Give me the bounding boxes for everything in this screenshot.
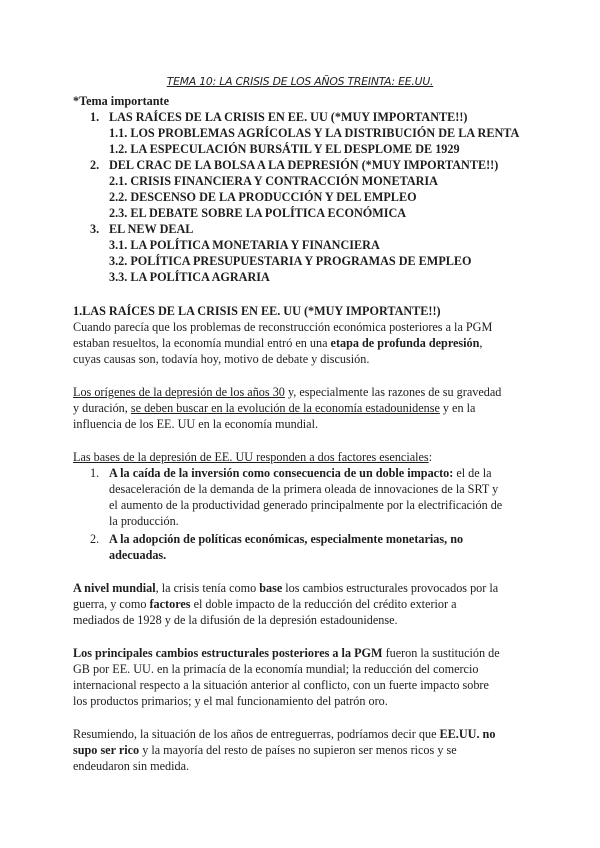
toc-subitem-1-1: 1.1. LOS PROBLEMAS AGRÍCOLAS Y LA DISTRIBUCIÓN DE LA RENTA [109, 126, 520, 140]
list-item-1-line-2: desaceleración de la demanda de la primera oleada de innovaciones de la SRT y [109, 482, 499, 496]
list-item-1-line-4: la producción. [109, 514, 179, 528]
text-run: Resumiendo, la situación de los años de entreguerras, podríamos decir que [73, 727, 440, 741]
list-item-1-line-3: el aumento de la productividad generado principalmente por la electrificación de [109, 498, 503, 512]
bold-text-run: EE.UU. no [439, 727, 496, 741]
toc-number-1: 1. [90, 110, 100, 124]
toc-subitem-3-2: 3.2. POLÍTICA PRESUPUESTARIA Y PROGRAMAS DE EMPLEO [109, 254, 472, 268]
toc-item-3: EL NEW DEAL [109, 222, 194, 236]
text-run: el de la [453, 466, 492, 480]
paragraph-2-line-2 [73, 400, 475, 416]
toc-subitem-3-3: 3.3. LA POLÍTICA AGRARIA [109, 270, 270, 284]
text-run: , la crisis tenía como [155, 581, 260, 595]
bold-text-run: base [259, 581, 283, 595]
toc-subitem-1-2: 1.2. LA ESPECULACIÓN BURSÁTIL Y EL DESPLOME DE 1929 [109, 142, 460, 156]
paragraph-4-line-1 [73, 580, 498, 596]
text-run: : [428, 450, 433, 464]
section-heading: 1.LAS RAÍCES DE LA CRISIS EN EE. UU (*MUY IMPORTANTE!!) [73, 304, 441, 318]
toc-subitem-2-3: 2.3. EL DEBATE SOBRE LA POLÍTICA ECONÓMICA [109, 206, 407, 220]
bold-text-run: Los principales cambios estructurales posteriores a la PGM [73, 646, 383, 660]
paragraph-3-intro [73, 449, 432, 465]
paragraph-4-line-3: mediados de 1928 y de la difusión de la depresión estadounidense. [73, 613, 398, 627]
list-number-1: 1. [90, 466, 100, 480]
toc-subitem-2-1: 2.1. CRISIS FINANCIERA Y CONTRACCIÓN MONETARIA [109, 174, 438, 188]
bold-text-run: etapa de profunda depresión [330, 336, 480, 350]
bold-text-run: A la caída de la inversión como consecuencia de un doble impacto: [109, 466, 454, 480]
text-run: , [479, 336, 483, 350]
list-number-2: 2. [90, 532, 100, 546]
underlined-text-run: Las bases de la depresión de EE. UU responden a dos factores esenciales [73, 450, 429, 464]
paragraph-6-line-3: endeudaron sin medida. [73, 759, 190, 773]
list-item-2-line-1: A la adopción de políticas económicas, especialmente monetarias, no [109, 532, 464, 546]
paragraph-6-line-2 [73, 742, 457, 758]
paragraph-5-line-2: GB por EE. UU. en la primacía de la economía mundial; la reducción del comercio [73, 662, 479, 676]
underlined-text-run: Los orígenes de la depresión de los años 30 [73, 385, 285, 399]
toc-item-1: LAS RAÍCES DE LA CRISIS EN EE. UU (*MUY IMPORTANTE!!) [109, 110, 468, 124]
paragraph-5-line-3: internacional respecto a la situación anterior al conflicto, con un fuerte impacto sobre [73, 678, 489, 692]
text-run: y en la [439, 401, 476, 415]
paragraph-1-line-2 [73, 335, 482, 351]
paragraph-6-line-1 [73, 726, 495, 742]
text-run: guerra, y como [73, 597, 150, 611]
toc-subitem-2-2: 2.2. DESCENSO DE LA PRODUCCIÓN Y DEL EMPLEO [109, 190, 417, 204]
bold-text-run: A nivel mundial [73, 581, 156, 595]
underlined-text-run: se deben buscar en la evolución de la economía estadounidense [130, 401, 440, 415]
toc-number-2: 2. [90, 158, 100, 172]
bold-text-run: supo ser rico [73, 743, 140, 757]
paragraph-5-line-4: los productos primarios; y el mal funcionamiento del patrón oro. [73, 694, 388, 708]
text-run: el doble impacto de la reducción del crédito exterior a [190, 597, 457, 611]
paragraph-2-line-1 [73, 384, 501, 400]
text-run: y, especialmente las razones de su gravedad [284, 385, 502, 399]
text-run: y la mayoría del resto de países no supieron ser menos ricos y se [139, 743, 457, 757]
page-title: TEMA 10: LA CRISIS DE LOS AÑOS TREINTA: EE.UU. [166, 75, 434, 88]
list-item-2-line-2: adecuadas. [109, 548, 167, 562]
toc-number-3: 3. [90, 222, 100, 236]
toc-subitem-3-1: 3.1. LA POLÍTICA MONETARIA Y FINANCIERA [109, 238, 380, 252]
paragraph-1-line-1: Cuando parecía que los problemas de reconstrucción económica posteriores a la PGM [73, 320, 493, 334]
toc-item-2: DEL CRAC DE LA BOLSA A LA DEPRESIÓN (*MUY IMPORTANTE!!) [109, 158, 499, 172]
paragraph-2-line-3: influencia de los EE. UU en la economía mundial. [73, 417, 319, 431]
paragraph-5-line-1 [73, 645, 500, 661]
text-run: fueron la sustitución de [382, 646, 500, 660]
bold-text-run: factores [149, 597, 191, 611]
text-run: estaban resueltos, la economía mundial entró en una [73, 336, 331, 350]
text-run: y duración, [73, 401, 131, 415]
list-item-1-line-1 [109, 465, 492, 481]
paragraph-4-line-2 [73, 596, 457, 612]
paragraph-1-line-3: cuyas causas son, todavía hoy, motivo de debate y discusión. [73, 352, 370, 366]
important-note: *Tema importante [73, 94, 170, 108]
text-run: los cambios estructurales provocados por la [282, 581, 499, 595]
